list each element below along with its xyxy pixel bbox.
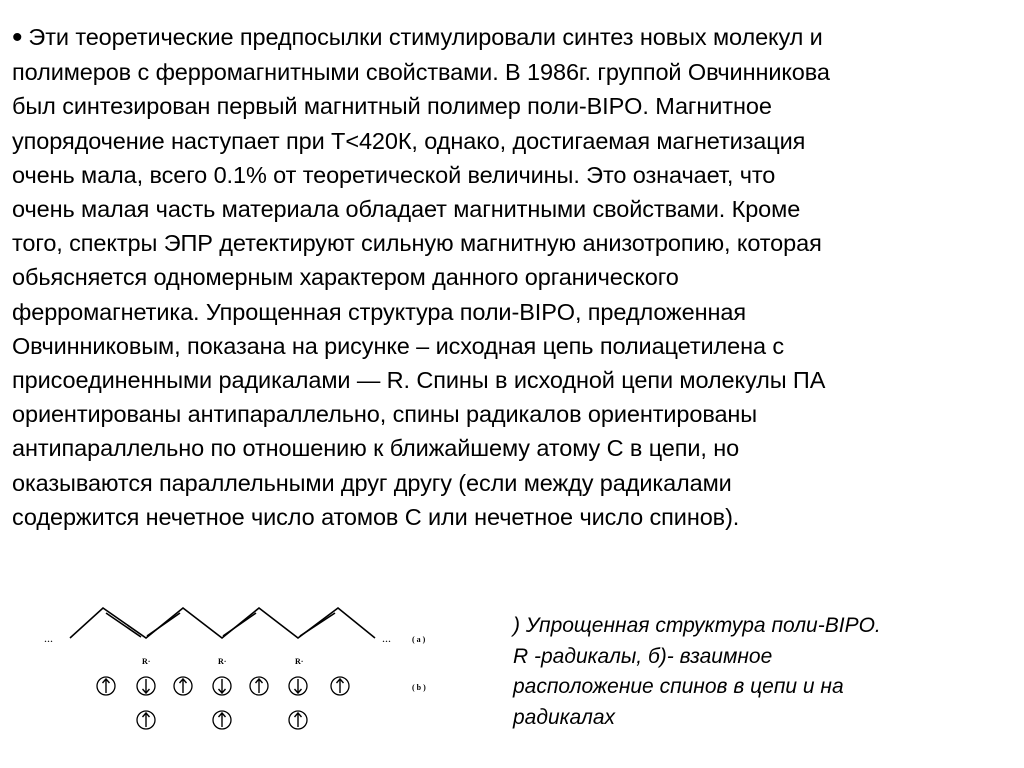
ellipsis-left: ... <box>44 631 53 645</box>
paragraph-line-14: оказываются параллельными друг другу (если между радикалами <box>12 469 732 496</box>
caption-line-3: расположение спинов в цепи и на <box>513 675 844 698</box>
double-bond-1 <box>106 613 141 637</box>
figure-caption <box>513 611 1013 733</box>
radical-label-2: R· <box>218 657 227 666</box>
ellipsis-right: ... <box>382 631 391 645</box>
chain-spin-7-up-arrow-icon <box>331 677 349 695</box>
paragraph-line-2: полимеров с ферромагнитными свойствами. В 1986г. группой Овчинникова <box>12 59 830 86</box>
paragraph-line-6: очень малая часть материала обладает магнитными свойствами. Кроме <box>12 196 801 223</box>
radical-spin-3-up-arrow-icon <box>289 711 307 729</box>
chain-spin-3-up-arrow-icon <box>174 677 192 695</box>
caption-line-1: ) Упрощенная структура поли-BIPO. <box>513 614 881 637</box>
radical-label-1: R· <box>142 657 151 666</box>
paragraph-line-5: очень мала, всего 0.1% от теоретической величины. Это означает, что <box>12 161 776 188</box>
double-bond-4 <box>300 613 335 636</box>
label-b: ( b ) <box>412 683 426 692</box>
radical-label-3: R· <box>295 657 304 666</box>
radical-spin-2-up-arrow-icon <box>213 711 231 729</box>
chain-spin-1-up-arrow-icon <box>97 677 115 695</box>
caption-line-2: R -радикалы, б)- взаимное <box>513 644 773 668</box>
double-bond-3 <box>223 613 256 636</box>
chain-spin-row <box>97 677 349 695</box>
double-bond-2 <box>147 613 180 636</box>
bullet-icon: • <box>12 21 23 54</box>
paragraph-line-9: ферромагнетика. Упрощенная структура поли-BIPO, предложенная <box>12 298 746 325</box>
paragraph-line-3: был синтезирован первый магнитный полимер поли-BIPO. Магнитное <box>12 93 772 120</box>
chain-zigzag <box>70 608 375 638</box>
label-a: ( a ) <box>412 635 426 644</box>
main-paragraph <box>12 20 1017 534</box>
polyacetylene-chain <box>70 608 375 638</box>
poly-bipo-structure-figure <box>30 590 500 750</box>
paragraph-line-11: присоединенными радикалами — R. Спины в исходной цепи молекулы ПА <box>12 367 826 394</box>
chain-spin-2-down-arrow-icon <box>137 677 155 695</box>
paragraph-line-8: обьясняется одномерным характером данного органического <box>12 264 679 291</box>
paragraph-line-10: Овчинниковым, показана на рисунке – исходная цепь полиацетилена с <box>12 332 785 359</box>
caption-line-4: радикалах <box>513 705 616 729</box>
chain-spin-6-down-arrow-icon <box>289 677 307 695</box>
paragraph-line-7: того, спектры ЭПР детектируют сильную магнитную анизотропию, которая <box>12 230 822 257</box>
paragraph-line-13: антипараллельно по отношению к ближайшему атому С в цепи, но <box>12 435 740 462</box>
paragraph-line-4: упорядочение наступает при Т<420К, однако, достигаемая магнетизация <box>12 127 806 154</box>
paragraph-line-12: ориентированы антипараллельно, спины радикалов ориентированы <box>12 401 758 428</box>
radical-spin-1-up-arrow-icon <box>137 711 155 729</box>
radical-spin-row <box>137 711 307 729</box>
paragraph-line-1: • Эти теоретические предпосылки стимулировали синтез новых молекул и <box>12 21 823 54</box>
paragraph-line-15: содержится нечетное число атомов С или нечетное число спинов). <box>12 503 740 530</box>
chain-spin-4-down-arrow-icon <box>213 677 231 695</box>
chain-spin-5-up-arrow-icon <box>250 677 268 695</box>
